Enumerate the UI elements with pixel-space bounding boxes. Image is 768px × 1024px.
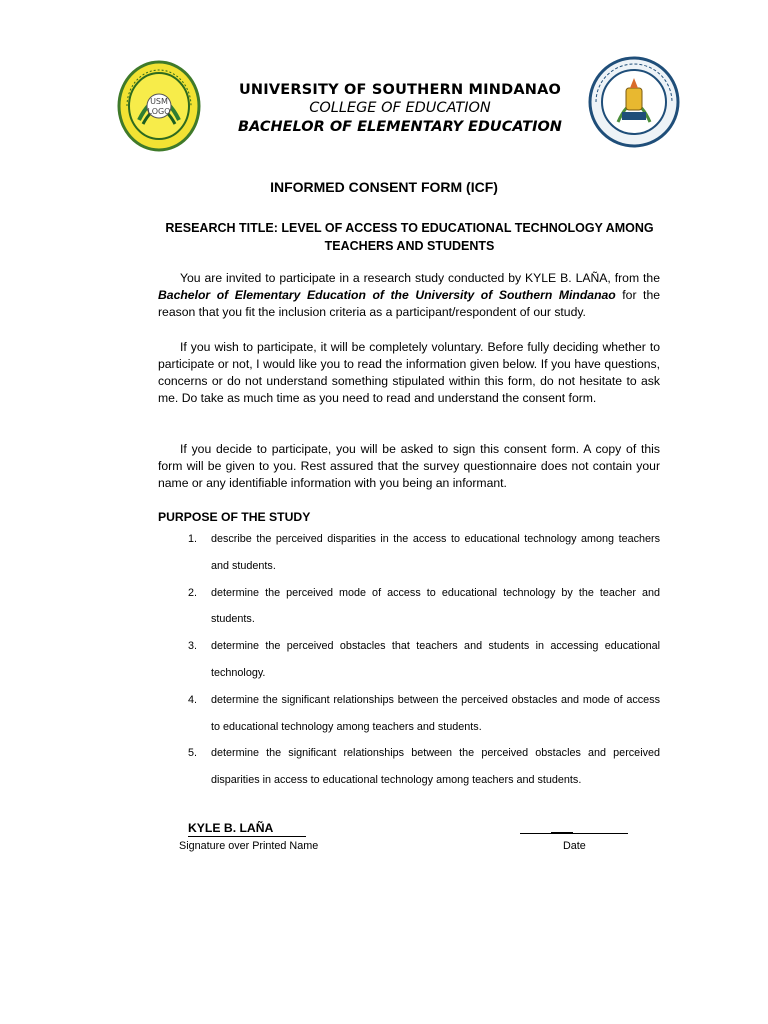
date-line-mark bbox=[551, 832, 573, 834]
form-title: INFORMED CONSENT FORM (ICF) bbox=[270, 179, 498, 195]
program-emphasis: Bachelor of Elementary Education of the University of Southern Mindanao bbox=[158, 288, 616, 302]
svg-text:LOGO: LOGO bbox=[147, 107, 171, 116]
program-name: BACHELOR OF ELEMENTARY EDUCATION bbox=[238, 119, 562, 135]
signatory-name: KYLE B. LAÑA bbox=[188, 821, 274, 835]
purpose-list bbox=[158, 526, 660, 794]
list-item-number: 2. bbox=[188, 586, 198, 599]
list-item-number: 1. bbox=[188, 533, 198, 545]
list-item-number: 5. bbox=[188, 747, 198, 760]
list-item bbox=[158, 687, 660, 741]
list-item-text: determine the significant relationships between the perceived obstacles and perceived disparities in access to educational technology among teachers and students. bbox=[211, 747, 660, 787]
list-item-number: 4. bbox=[188, 693, 198, 706]
list-item bbox=[158, 633, 660, 687]
list-item-text: determine the significant relationships between the perceived obstacles and mode of access to educational technology among teachers and students. bbox=[211, 693, 660, 733]
list-item-text: determine the perceived obstacles that teachers and students in accessing educational technology. bbox=[211, 640, 660, 679]
intro-text-b: for the reason that you fit the inclusion criteria as a participant/respondent of our study. bbox=[158, 288, 660, 319]
college-name: COLLEGE OF EDUCATION bbox=[309, 100, 491, 116]
research-title: RESEARCH TITLE: LEVEL OF ACCESS TO EDUCATIONAL TECHNOLOGY AMONG TEACHERS AND STUDENTS bbox=[165, 221, 654, 253]
usm-logo bbox=[117, 60, 201, 152]
date-caption: Date bbox=[563, 840, 586, 852]
list-item bbox=[158, 740, 660, 794]
list-item bbox=[158, 580, 660, 634]
university-name: UNIVERSITY OF SOUTHERN MINDANAO bbox=[238, 82, 562, 98]
purpose-heading: PURPOSE OF THE STUDY bbox=[158, 510, 311, 524]
intro-paragraph bbox=[158, 270, 660, 321]
confidentiality-paragraph: If you decide to participate, you will be asked to sign this consent form. A copy of this form will be given to you. Rest assured that the survey questionnaire does not contain your name or any identifiable information with you being an informant. bbox=[158, 442, 660, 490]
date-line bbox=[520, 833, 628, 834]
signature-line bbox=[188, 836, 306, 837]
svg-text:USM: USM bbox=[150, 97, 168, 106]
college-of-education-logo bbox=[588, 56, 680, 148]
voluntary-paragraph: If you wish to participate, it will be completely voluntary. Before fully deciding whether to participate or not, I would like you to read the information given below. If you have questions, concerns or do not understand something stipulated within this form, do not hesitate to ask me. Do take as much time as you need to read and understand the consent form. bbox=[158, 340, 660, 405]
list-item-number: 3. bbox=[188, 640, 198, 653]
list-item-text: describe the perceived disparities in the access to educational technology among teachers and students. bbox=[211, 533, 660, 572]
intro-text-a: You are invited to participate in a research study conducted by KYLE B. LAÑA, from the bbox=[180, 271, 660, 285]
signature-caption: Signature over Printed Name bbox=[179, 840, 319, 852]
list-item bbox=[158, 526, 660, 580]
list-item-text: determine the perceived mode of access to educational technology by the teacher and students. bbox=[211, 586, 660, 626]
